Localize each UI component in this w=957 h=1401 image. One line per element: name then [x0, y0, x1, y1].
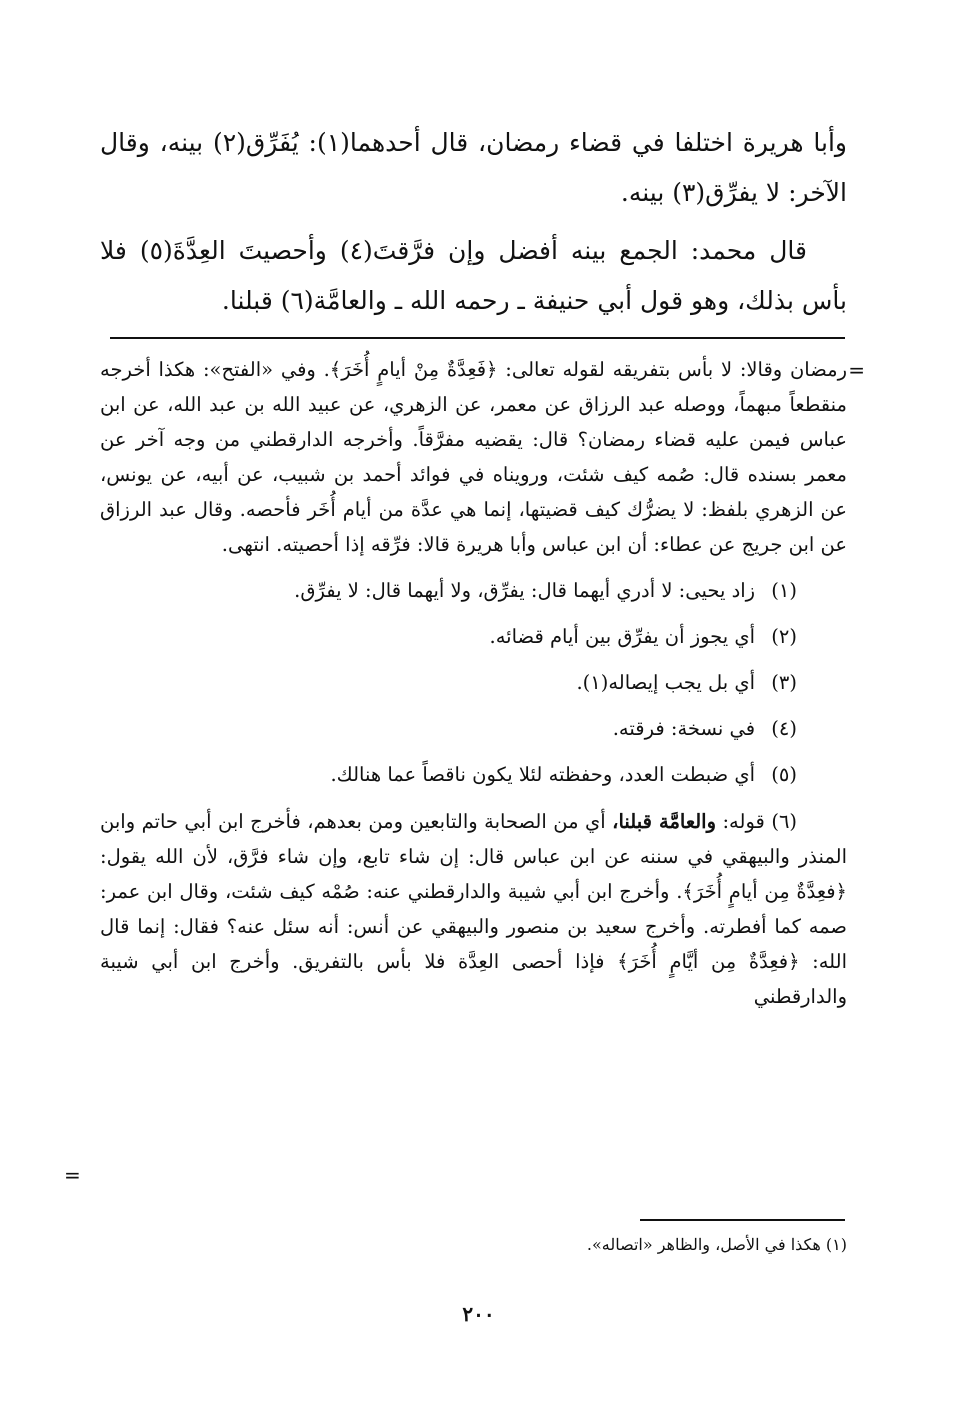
commentary-continued: رمضان وقالا: لا بأس بتفريقه لقوله تعالى: ﴿فَعِدَّةٌ مِنْ أيامٍ أُخَرَ﴾. وفي «الفتح»: هكذا أخرجه منقطعاً مبهماً، ووصله عبد الرزاق عن معمر، عن الزهري، عن عبيد الله بن عبد الله، عن ابن عباس فيمن عليه قضاء رمضان؟ قال: يقضيه مفرَّقاً. وأخرجه الدارقطني من وجه آخر عن معمر بسنده قال: صُمه كيف شئت، ورويناه في فوائد أحمد بن شبيب، عن أبيه، عن يونس، عن الزهري بلفظ: لا يضرُّك كيف قضيتها، إنما هي عدَّة من أيام أُخَر فأحصه. وقال عبد الرزاق عن ابن جريج عن عطاء: أن ابن عباس وأبا هريرة قالا: فرِّقه إذا أحصيته. انتهى.: [100, 358, 847, 556]
commentary-note: [100, 666, 847, 700]
note-text: أي يجوز أن يفرِّق بين أيام قضائه.: [489, 625, 756, 648]
note-text: أي من الصحابة والتابعين ومن بعدهم، فأخرج ابن أبي حاتم وابن المنذر والبيهقي في سننه عن ابن عباس قال: إن شاء تابع، وإن شاء فرَّق، لأن الله يقول: ﴿فعِدَّةٌ مِن أيامٍ أُخَرَ﴾. وأخرج ابن أبي شيبة والدارقطني عنه: صُمْه كيف شئت، وقال ابن عمر: صمه كما أفطرته. وأخرج سعيد بن منصور والبيهقي عن أنس: أنه سئل عنه؟ فقال: إنما قال الله: ﴿فعِدَّةٌ مِن أيَّامٍ أُخَرَ﴾ فإذا أحصى العِدَّة فلا بأس بالتفريق. وأخرج ابن أبي شيبة والدارقطني: [100, 810, 847, 1008]
continuation-mark: =: [848, 358, 865, 382]
note-text: أي ضبطت العدد، وحفظته لئلا يكون ناقصاً عما هنالك.: [330, 763, 756, 786]
footnote-separator: [640, 1219, 845, 1221]
note-number: (٣): [771, 671, 797, 694]
continuation-mark-end: =: [64, 1163, 81, 1187]
page-number: ٢٠٠: [462, 1302, 495, 1326]
commentary-note: [100, 712, 847, 746]
note-lead: قوله:: [722, 810, 765, 833]
note-number: (٤): [771, 717, 797, 740]
note-number: (٥): [771, 763, 797, 786]
note-number: (٦): [771, 810, 798, 833]
commentary-note: [100, 758, 847, 792]
commentary-note: [100, 620, 847, 654]
note-number: (١): [771, 579, 797, 602]
note-text: أي بل يجب إيصاله(١).: [576, 671, 756, 694]
main-paragraph: قال محمد: الجمع بينه أفضل وإن فرَّقتَ(٤) وأحصيتَ العِدَّةَ(٥) فلا بأس بذلك، وهو قول أبي حنيفة ـ رحمه الله ـ والعامَّة(٦) قبلنا.: [100, 236, 847, 315]
note-text: في نسخة: فرقته.: [612, 717, 756, 740]
commentary-note: [100, 574, 847, 608]
separator-line: [110, 337, 845, 339]
main-paragraph: وأبا هريرة اختلفا في قضاء رمضان، قال أحدهما(١): يُفَرِّق(٢) بينه، وقال الآخر: لا يفرِّق(٣) بينه.: [100, 128, 847, 207]
commentary-notes: [100, 352, 847, 1014]
main-text: [100, 118, 847, 334]
note-number: (٢): [771, 625, 797, 648]
footnote: (١) هكذا في الأصل، والظاهر «اتصاله».: [586, 1235, 847, 1254]
commentary-note-6: [100, 804, 847, 1014]
note-quoted-phrase: والعامَّة قبلنا،: [612, 810, 717, 833]
note-text: زاد يحيى: لا أدري أيهما قال: يفرِّق، ولا أيهما قال: لا يفرِّق.: [294, 579, 756, 602]
